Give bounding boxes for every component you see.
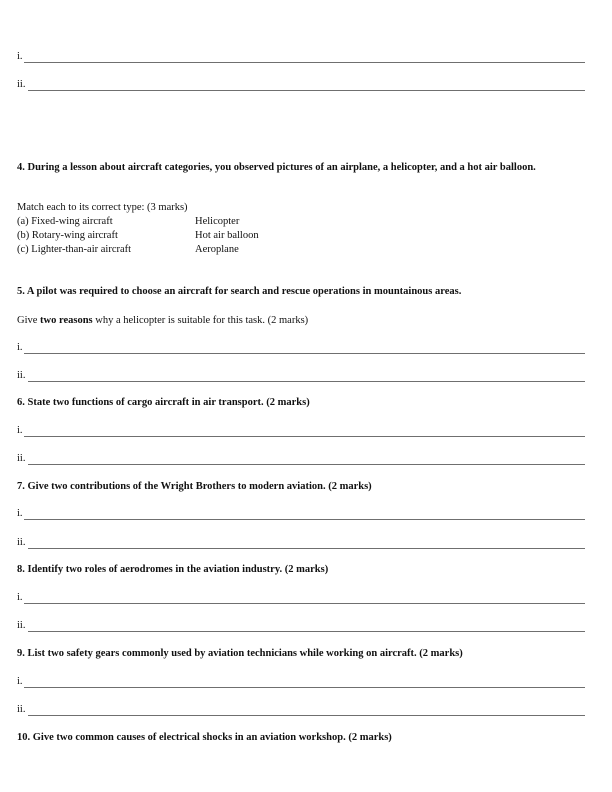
answer-line-i[interactable]	[17, 342, 585, 354]
answer-line	[28, 464, 585, 465]
answer-line	[28, 381, 585, 382]
answer-line	[28, 548, 585, 549]
text: why a helicopter is suitable for this task. (2 marks)	[92, 315, 309, 326]
answer-label: i.	[17, 51, 23, 62]
answer-line-ii[interactable]	[17, 704, 585, 716]
text: Give	[17, 315, 41, 326]
question-7: 7. Give two contributions of the Wright Brothers to modern aviation. (2 marks)	[17, 481, 372, 492]
question-8: 8. Identify two roles of aerodromes in the aviation industry. (2 marks)	[17, 564, 329, 575]
answer-line-ii[interactable]	[17, 79, 585, 91]
answer-line-ii[interactable]	[17, 453, 585, 465]
answer-line	[28, 90, 585, 91]
match-left: (b) Rotary-wing aircraft	[17, 230, 118, 241]
answer-line	[24, 436, 585, 437]
answer-line-ii[interactable]	[17, 620, 585, 632]
answer-line	[28, 631, 585, 632]
question-5: 5. A pilot was required to choose an aircraft for search and rescue operations in mountainous areas.	[17, 286, 462, 297]
q5-instruction	[17, 315, 308, 327]
answer-label: ii.	[17, 79, 26, 90]
answer-label: ii.	[17, 453, 26, 464]
answer-line-i[interactable]	[17, 51, 585, 63]
answer-line	[24, 519, 585, 520]
answer-line-i[interactable]	[17, 592, 585, 604]
answer-label: i.	[17, 592, 23, 603]
q4-instruction: Match each to its correct type: (3 marks)	[17, 202, 188, 213]
answer-line-ii[interactable]	[17, 537, 585, 549]
answer-line-i[interactable]	[17, 676, 585, 688]
answer-line-i[interactable]	[17, 508, 585, 520]
answer-line-i[interactable]	[17, 425, 585, 437]
match-right: Aeroplane	[195, 244, 239, 255]
answer-line	[24, 62, 585, 63]
answer-line-ii[interactable]	[17, 370, 585, 382]
question-10: 10. Give two common causes of electrical shocks in an aviation workshop. (2 marks)	[17, 732, 392, 743]
answer-label: ii.	[17, 620, 26, 631]
answer-line	[24, 603, 585, 604]
question-6: 6. State two functions of cargo aircraft in air transport. (2 marks)	[17, 397, 310, 408]
emphasis: two reasons	[40, 315, 93, 326]
answer-label: ii.	[17, 704, 26, 715]
answer-label: i.	[17, 508, 23, 519]
match-row-b	[17, 230, 417, 242]
match-row-a	[17, 216, 417, 228]
answer-line	[24, 687, 585, 688]
match-row-c	[17, 244, 417, 256]
answer-label: i.	[17, 342, 23, 353]
answer-label: i.	[17, 425, 23, 436]
match-right: Helicopter	[195, 216, 240, 227]
answer-label: ii.	[17, 537, 26, 548]
answer-label: ii.	[17, 370, 26, 381]
match-left: (a) Fixed-wing aircraft	[17, 216, 113, 227]
answer-label: i.	[17, 676, 23, 687]
question-9: 9. List two safety gears commonly used by aviation technicians while working on aircraft. (2 marks)	[17, 648, 463, 659]
match-left: (c) Lighter-than-air aircraft	[17, 244, 132, 255]
question-4: 4. During a lesson about aircraft categories, you observed pictures of an airplane, a helicopter, and a hot air balloon.	[17, 162, 536, 173]
answer-line	[24, 353, 585, 354]
match-right: Hot air balloon	[195, 230, 259, 241]
answer-line	[28, 715, 585, 716]
